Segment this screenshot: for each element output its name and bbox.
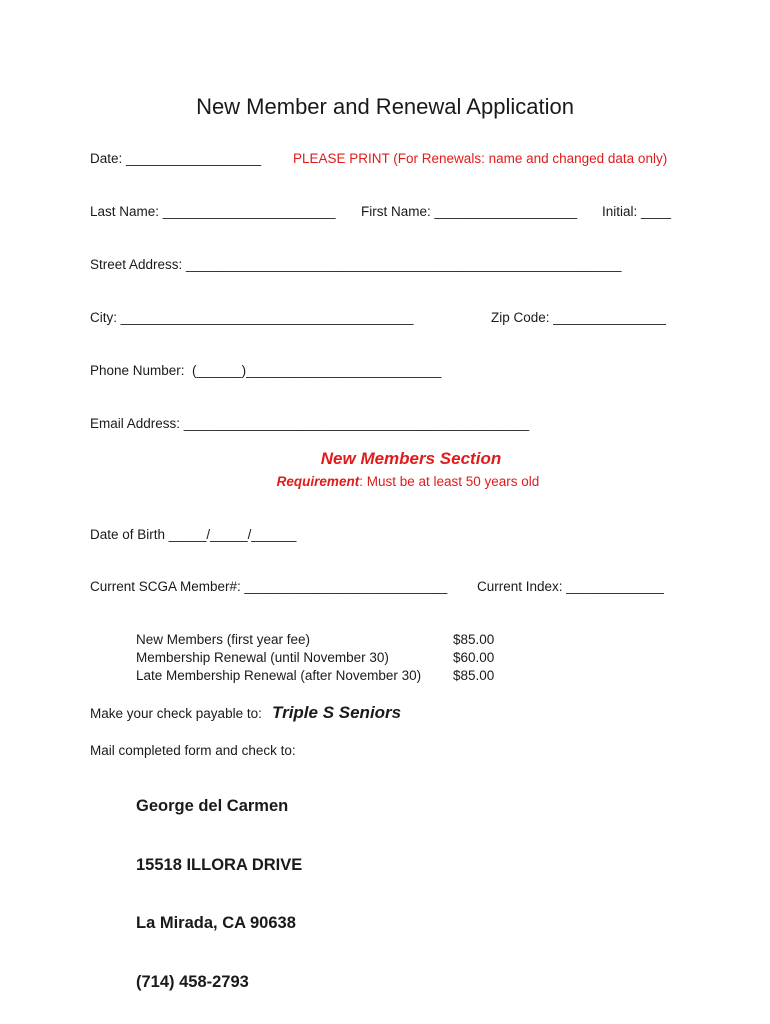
new-members-section-title: New Members Section <box>320 449 502 468</box>
fee-amount: $85.00 <box>453 668 495 683</box>
phone-number-field[interactable]: Phone Number: (______)__________________________ <box>90 363 442 378</box>
city-field[interactable]: City: _______________________________________ <box>90 310 414 325</box>
zip-code-field[interactable]: Zip Code: _______________ <box>491 310 666 325</box>
requirement-text: : Must be at least 50 years old <box>359 474 540 489</box>
mailing-address <box>136 759 302 1011</box>
email-address-field[interactable]: Email Address: ______________________________________________ <box>90 416 530 431</box>
fee-label: New Members (first year fee) <box>136 632 311 647</box>
mail-street: 15518 ILLORA DRIVE <box>136 855 303 874</box>
fee-label: Late Membership Renewal (after November 30) <box>136 668 422 683</box>
requirement-note <box>0 474 770 489</box>
fee-amount: $85.00 <box>453 632 495 647</box>
page-title: New Member and Renewal Application <box>196 94 574 119</box>
mail-phone: (714) 458-2793 <box>136 972 249 991</box>
mail-city: La Mirada, CA 90638 <box>136 914 296 932</box>
date-field[interactable]: Date: __________________ <box>90 151 262 166</box>
first-name-field[interactable]: First Name: ___________________ <box>361 204 578 219</box>
fee-amount: $60.00 <box>453 650 495 665</box>
print-notice: PLEASE PRINT (For Renewals: name and changed data only) <box>293 151 668 166</box>
payable-name: Triple S Seniors <box>272 703 402 722</box>
date-of-birth-field[interactable]: Date of Birth _____/_____/______ <box>90 527 297 542</box>
street-address-field[interactable]: Street Address: __________________________________________________________ <box>90 257 622 272</box>
payable-label: Make your check payable to: <box>90 706 266 721</box>
current-index-field[interactable]: Current Index: _____________ <box>477 579 664 594</box>
scga-member-field[interactable]: Current SCGA Member#: ___________________________ <box>90 579 448 594</box>
fee-label: Membership Renewal (until November 30) <box>136 650 389 665</box>
last-name-field[interactable]: Last Name: _______________________ <box>90 204 336 219</box>
initial-field[interactable]: Initial: ____ <box>602 204 672 219</box>
requirement-label: Requirement <box>276 474 360 489</box>
mail-label: Mail completed form and check to: <box>90 743 296 758</box>
mail-recipient-name: George del Carmen <box>136 797 289 815</box>
